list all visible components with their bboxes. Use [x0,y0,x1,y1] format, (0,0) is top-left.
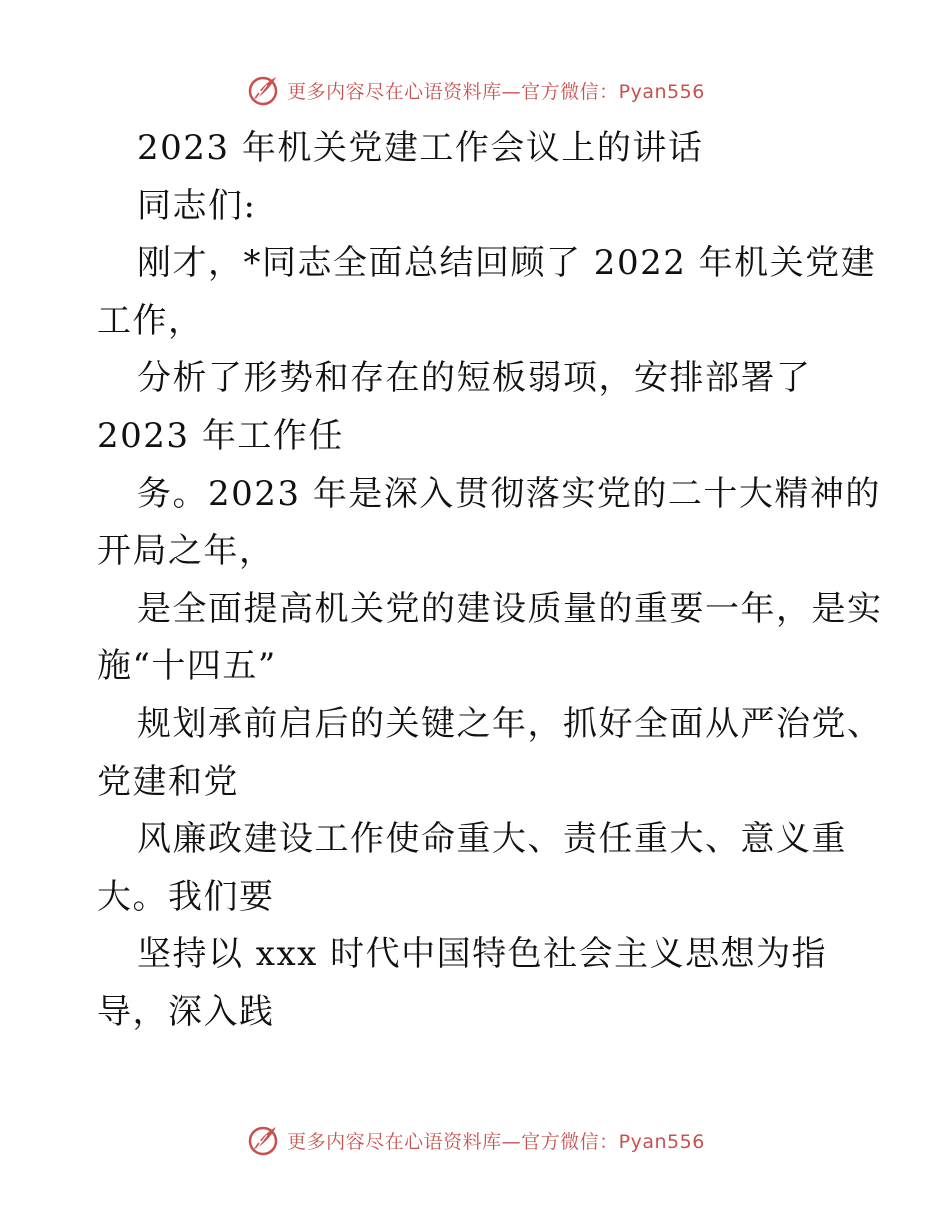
text-line: 党建和党 [97,761,239,802]
text-line: 风廉政建设工作使命重大、责任重大、意义重 [137,819,847,860]
footer-watermark [0,1120,950,1160]
text-line: 坚持以 xxx 时代中国特色社会主义思想为指 [137,934,828,975]
document-title: 2023 年机关党建工作会议上的讲话 [137,128,704,168]
text-line: 大。我们要 [97,876,275,917]
quill-pen-logo-icon [245,72,281,108]
text-line: 分析了形势和存在的短板弱项，安排部署了 [137,358,812,399]
text-line: 务。2023 年是深入贯彻落实党的二十大精神的 [137,473,881,514]
text-line: 导，深入践 [97,991,275,1032]
text-line: 2023 年工作任 [97,415,344,456]
salutation: 同志们: [137,185,257,226]
text-line: 开局之年， [97,531,275,572]
document-body [97,120,883,1042]
text-line: 是全面提高机关党的建设质量的重要一年，是实 [137,588,883,629]
text-line: 刚才，*同志全面总结回顾了 2022 年机关党建 [137,243,877,284]
footer-watermark-text: 更多内容尽在心语资料库—官方微信：Pyan556 [287,1130,705,1153]
header-watermark-text: 更多内容尽在心语资料库—官方微信：Pyan556 [287,80,705,103]
header-watermark [0,70,950,110]
text-line: 工作， [97,300,204,341]
text-line: 施“十四五” [97,646,277,687]
text-line: 规划承前启后的关键之年，抓好全面从严治党、 [137,703,883,744]
quill-pen-logo-icon [245,1122,281,1158]
